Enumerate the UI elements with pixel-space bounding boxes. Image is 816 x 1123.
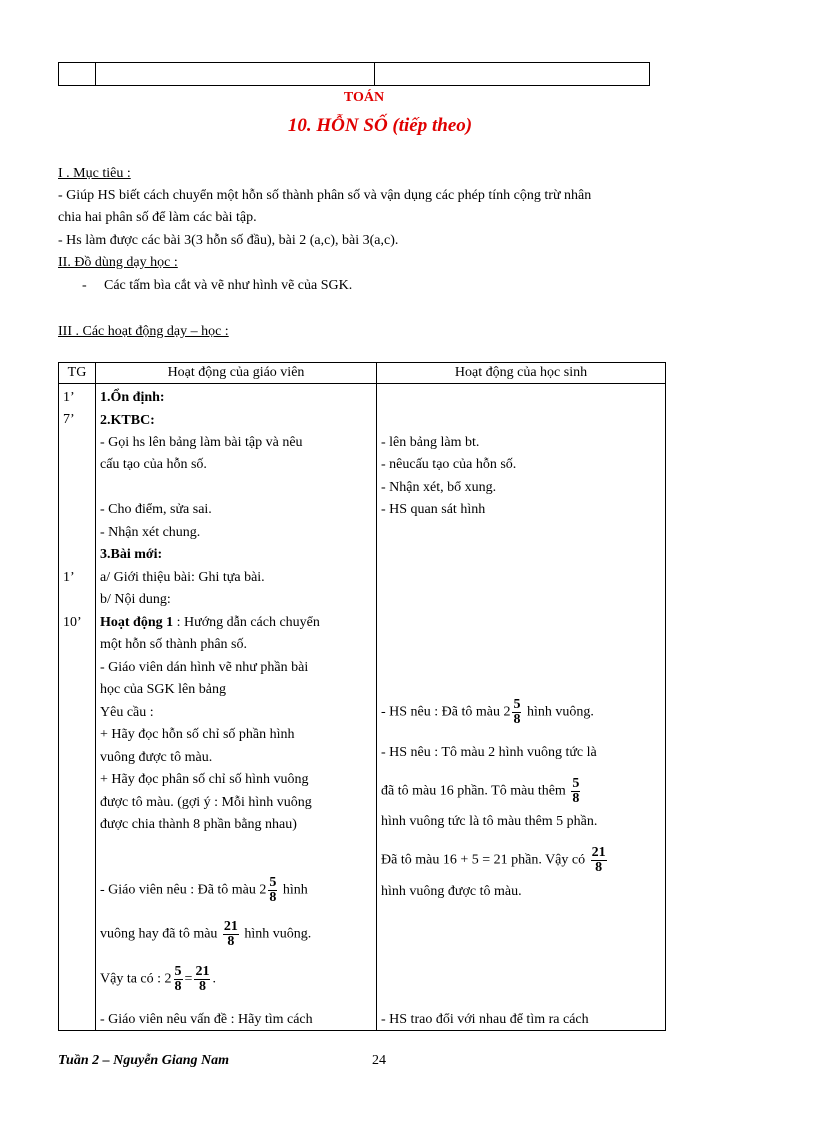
activities-table bbox=[58, 362, 666, 1031]
student-line: - lên bảng làm bt. bbox=[381, 435, 480, 450]
numerator: 21 bbox=[223, 919, 238, 934]
student-line: - nêucấu tạo của hỗn số. bbox=[381, 457, 517, 472]
teacher-line: 3.Bài mới: bbox=[100, 547, 163, 562]
denominator: 8 bbox=[572, 791, 580, 806]
teacher-line bbox=[100, 965, 216, 994]
student-line: - HS nêu : Tô màu 2 hình vuông tức là bbox=[381, 745, 597, 760]
teacher-line bbox=[100, 613, 320, 632]
student-line: - HS quan sát hình bbox=[381, 502, 486, 517]
col-header-teacher: Hoạt động của giáo viên bbox=[96, 363, 377, 384]
fraction bbox=[571, 777, 580, 806]
teacher-line: b/ Nội dung: bbox=[100, 592, 171, 607]
numerator: 5 bbox=[174, 964, 182, 979]
text: hình vuông. bbox=[523, 704, 594, 720]
time-value: 1’ bbox=[63, 390, 75, 405]
student-line bbox=[381, 846, 609, 875]
footer-author: Tuần 2 – Nguyễn Giang Nam bbox=[58, 1053, 230, 1068]
fraction bbox=[268, 876, 277, 905]
text: hình bbox=[279, 882, 308, 898]
student-column bbox=[377, 384, 666, 1031]
teacher-line bbox=[100, 876, 308, 905]
numerator: 5 bbox=[513, 697, 521, 712]
teacher-line: + Hãy đọc hỗn số chỉ số phần hình bbox=[100, 727, 295, 742]
teacher-line: cấu tạo của hỗn số. bbox=[100, 457, 207, 472]
teacher-line: 1.Ổn định: bbox=[100, 390, 165, 405]
teacher-line: học của SGK lên bảng bbox=[100, 682, 226, 697]
numerator: 5 bbox=[269, 875, 277, 890]
materials-heading: II. Đồ dùng dạy học : bbox=[58, 255, 178, 270]
student-line: - Nhận xét, bổ xung. bbox=[381, 480, 497, 495]
teacher-line: a/ Giới thiệu bài: Ghi tựa bài. bbox=[100, 570, 265, 585]
objective-line: - Hs làm được các bài 3(3 hỗn số đầu), bài 2 (a,c), bài 3(a,c). bbox=[58, 233, 399, 248]
student-line: hình vuông tức là tô màu thêm 5 phần. bbox=[381, 814, 598, 829]
denominator: 8 bbox=[174, 979, 182, 994]
numerator: 21 bbox=[195, 964, 210, 979]
fraction bbox=[512, 698, 521, 727]
teacher-line: - Gọi hs lên bảng làm bài tập và nêu bbox=[100, 435, 303, 450]
text: vuông hay đã tô màu bbox=[100, 926, 221, 942]
teacher-line: - Cho điểm, sửa sai. bbox=[100, 502, 212, 517]
col-header-student: Hoạt động của học sinh bbox=[377, 363, 666, 384]
teacher-line: được tô màu. (gợi ý : Mỗi hình vuông bbox=[100, 795, 312, 810]
student-line: hình vuông được tô màu. bbox=[381, 884, 522, 899]
teacher-line: vuông được tô màu. bbox=[100, 750, 213, 765]
text: Đã tô màu 16 + 5 = 21 phần. Vậy có bbox=[381, 852, 589, 868]
materials-item: Các tấm bìa cắt và vẽ như hình vẽ của SGK. bbox=[104, 278, 353, 293]
denominator: 8 bbox=[198, 979, 206, 994]
header-empty-table bbox=[58, 62, 650, 86]
time-value: 1’ bbox=[63, 570, 75, 585]
text: - HS nêu : Đã tô màu 2 bbox=[381, 704, 511, 720]
student-line: - HS trao đổi với nhau để tìm ra cách bbox=[381, 1012, 589, 1027]
fraction bbox=[194, 965, 210, 994]
teacher-line: - Giáo viên dán hình vẽ như phần bài bbox=[100, 660, 309, 675]
teacher-line: - Nhận xét chung. bbox=[100, 525, 201, 540]
col-header-time: TG bbox=[59, 363, 96, 384]
numerator: 5 bbox=[572, 776, 580, 791]
text: hình vuông. bbox=[240, 926, 312, 942]
activities-heading: III . Các hoạt động dạy – học : bbox=[58, 324, 229, 339]
subject-label: TOÁN bbox=[343, 90, 385, 105]
teacher-line: 2.KTBC: bbox=[100, 413, 155, 428]
text: = bbox=[184, 971, 193, 987]
fraction bbox=[591, 846, 607, 875]
lesson-title: 10. HỖN SỐ (tiếp theo) bbox=[287, 115, 473, 136]
fraction bbox=[223, 920, 239, 949]
text: - Giáo viên nêu : Đã tô màu 2 bbox=[100, 882, 267, 898]
teacher-line: Yêu cầu : bbox=[100, 705, 154, 720]
denominator: 8 bbox=[269, 890, 277, 905]
student-line bbox=[381, 698, 594, 727]
text: Vậy ta có : 2 bbox=[100, 971, 172, 987]
teacher-line: một hỗn số thành phân số. bbox=[100, 637, 247, 652]
teacher-line: - Giáo viên nêu vấn đề : Hãy tìm cách bbox=[100, 1012, 313, 1027]
denominator: 8 bbox=[595, 860, 603, 875]
activity-label: Hoạt động 1 bbox=[100, 615, 174, 630]
header-cell bbox=[375, 63, 650, 86]
teacher-line bbox=[100, 920, 311, 949]
numerator: 21 bbox=[591, 845, 606, 860]
text: đã tô màu 16 phần. Tô màu thêm bbox=[381, 783, 570, 799]
student-line bbox=[381, 777, 582, 806]
denominator: 8 bbox=[513, 712, 521, 727]
objective-line: chia hai phân số để làm các bài tập. bbox=[58, 210, 257, 225]
time-value: 10’ bbox=[63, 615, 82, 630]
objectives-heading: I . Mục tiêu : bbox=[58, 166, 131, 181]
time-column bbox=[59, 384, 96, 1031]
activity-text: : Hướng dẫn cách chuyển bbox=[173, 615, 320, 630]
fraction bbox=[174, 965, 183, 994]
header-cell bbox=[59, 63, 96, 86]
teacher-line: được chia thành 8 phần bằng nhau) bbox=[100, 817, 297, 832]
header-cell bbox=[96, 63, 375, 86]
materials-dash: - bbox=[82, 278, 87, 293]
teacher-column bbox=[96, 384, 377, 1031]
text: . bbox=[212, 971, 216, 987]
page-number: 24 bbox=[372, 1053, 386, 1068]
objective-line: - Giúp HS biết cách chuyển một hỗn số thành phân số và vận dụng các phép tính cộng trừ nhân bbox=[58, 188, 592, 203]
teacher-line: + Hãy đọc phân số chỉ số hình vuông bbox=[100, 772, 309, 787]
time-value: 7’ bbox=[63, 412, 75, 427]
denominator: 8 bbox=[227, 934, 235, 949]
